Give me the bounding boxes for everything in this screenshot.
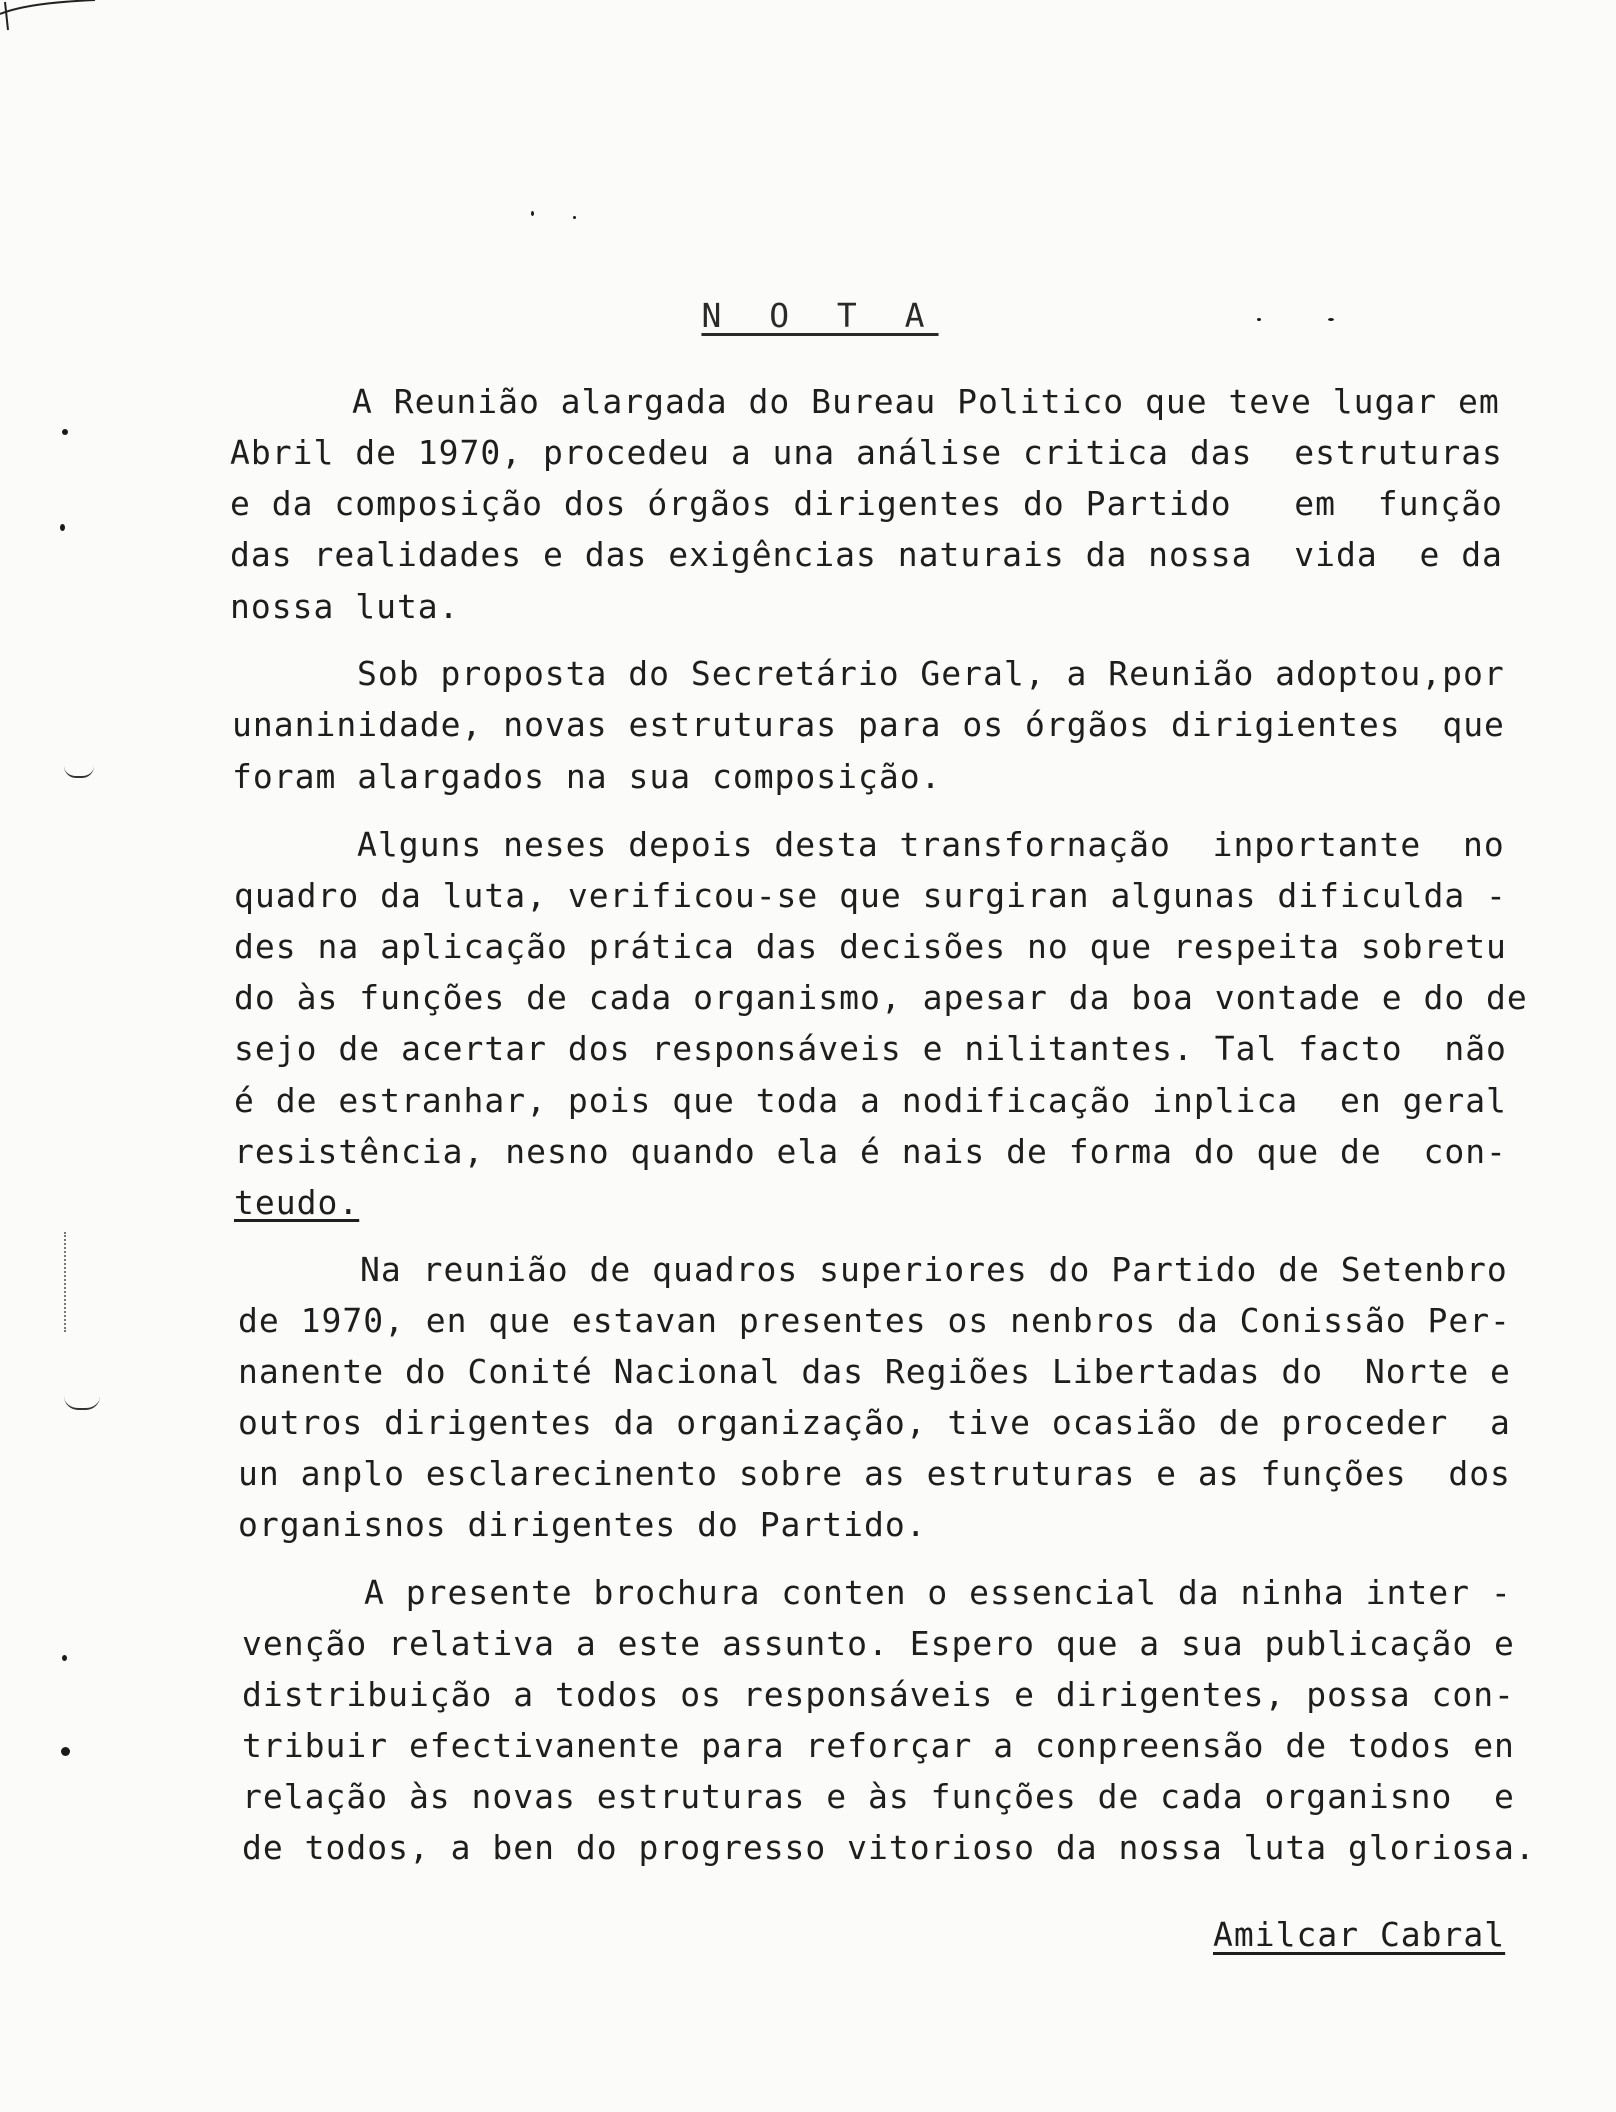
paragraph-3-line-1: Alguns neses depois desta transfornação inportante no	[357, 825, 1505, 864]
paragraph-3-line-8: teudo.	[234, 1183, 360, 1222]
margin-dotted-line	[64, 1232, 66, 1332]
paragraph-3-line-4: do às funções de cada organismo, apesar da boa vontade e do de	[234, 978, 1528, 1017]
top-corner-mark	[0, 0, 120, 40]
paragraph-1-line-4: das realidades e das exigências naturais da nossa vida e da	[230, 535, 1503, 574]
margin-speck	[62, 1655, 67, 1661]
paragraph-2-line-3: foram alargados na sua composição.	[232, 757, 942, 796]
signature: Amilcar Cabral	[1213, 1915, 1506, 1954]
paragraph-3-line-3: des na aplicação prática das decisões no que respeita sobretu	[234, 927, 1507, 966]
paragraph-2-line-2: unaninidade, novas estruturas para os órgãos dirigientes que	[232, 705, 1505, 744]
margin-mark	[64, 1396, 100, 1410]
document-title: N O T A	[701, 296, 939, 335]
paragraph-5-line-4: tribuir efectivanente para reforçar a conpreensão de todos en	[242, 1726, 1515, 1765]
paragraph-2-line-1: Sob proposta do Secretário Geral, a Reunião adoptou,por	[357, 654, 1505, 693]
paragraph-4-line-6: organisnos dirigentes do Partido.	[238, 1505, 927, 1544]
paragraph-4-line-5: un anplo esclarecinento sobre as estruturas e as funções dos	[238, 1454, 1511, 1493]
margin-speck	[60, 524, 65, 531]
margin-speck	[1328, 318, 1334, 321]
paragraph-5-line-2: venção relativa a este assunto. Espero que a sua publicação e	[242, 1624, 1515, 1663]
paragraph-1-line-5: nossa luta.	[230, 587, 460, 626]
paragraph-4-line-4: outros dirigentes da organização, tive ocasião de proceder a	[238, 1403, 1511, 1442]
margin-mark	[64, 766, 94, 778]
paragraph-4-line-2: de 1970, en que estavan presentes os nenbros da Conissão Per-	[238, 1301, 1511, 1340]
paragraph-3-line-2: quadro da luta, verificou-se que surgiran algunas dificulda -	[234, 876, 1507, 915]
paragraph-4-line-1: Na reunião de quadros superiores do Partido de Setenbro	[360, 1250, 1508, 1289]
paragraph-5-line-1: A presente brochura conten o essencial da ninha inter -	[364, 1573, 1512, 1612]
paragraph-5-line-6: de todos, a ben do progresso vitorioso da nossa luta gloriosa.	[242, 1828, 1536, 1867]
paragraph-1-line-2: Abril de 1970, procedeu a una análise critica das estruturas	[230, 433, 1503, 472]
margin-speck	[573, 216, 576, 219]
paragraph-4-line-3: nanente do Conité Nacional das Regiões Libertadas do Norte e	[238, 1352, 1511, 1391]
margin-speck	[531, 211, 534, 216]
paragraph-1-line-1: A Reunião alargada do Bureau Politico que teve lugar em	[352, 382, 1500, 421]
paragraph-3-line-5: sejo de acertar dos responsáveis e nilitantes. Tal facto não	[234, 1029, 1507, 1068]
paragraph-1-line-3: e da composição dos órgãos dirigentes do Partido em função	[230, 484, 1503, 523]
paragraph-5-line-5: relação às novas estruturas e às funções de cada organisno e	[242, 1777, 1515, 1816]
margin-speck	[1257, 318, 1261, 321]
paragraph-3-line-6: é de estranhar, pois que toda a nodificação inplica en geral	[234, 1081, 1507, 1120]
paragraph-5-line-3: distribuição a todos os responsáveis e dirigentes, possa con-	[242, 1675, 1515, 1714]
margin-speck	[62, 429, 68, 435]
paragraph-3-line-7: resistência, nesno quando ela é nais de forma do que de con-	[234, 1132, 1507, 1171]
margin-speck	[61, 1747, 70, 1756]
